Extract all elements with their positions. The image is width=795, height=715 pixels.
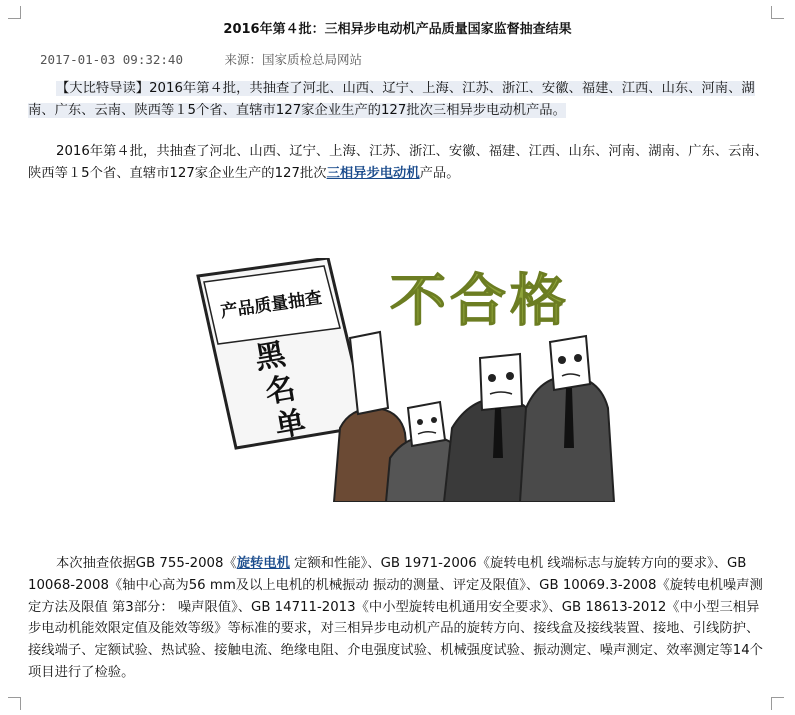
unqualified-stamp: 不合格 — [390, 269, 570, 334]
sign-header: 产品质量抽查 — [219, 288, 324, 323]
sign-char-3: 单 — [272, 404, 309, 445]
body-paragraph-1 — [28, 141, 768, 185]
lead-text: 【大比特导读】2016年第４批，共抽查了河北、山西、辽宁、上海、江苏、浙江、安徽、福建、江西、山东、河南、湖南、广东、云南、陕西等１5个省、直辖市127家企业生产的127批次三相异步电动机产品。 — [28, 81, 755, 118]
page-corner-mark — [771, 697, 784, 710]
lead-paragraph — [28, 78, 768, 122]
body-paragraph-2 — [28, 553, 768, 684]
article-source: 来源：国家质检总局网站 — [224, 52, 363, 67]
article-title: 2016年第４批：三相异步电动机产品质量国家监督抽查结果 — [223, 22, 572, 37]
p3-text-before: 本次抽查依据GB 755-2008《 — [56, 556, 237, 571]
sign-char-1: 黑 — [252, 336, 289, 377]
businessman-figure — [520, 336, 614, 502]
motor-keyword-link[interactable]: 三相异步电动机 — [326, 166, 420, 181]
rotating-machine-keyword-link[interactable]: 旋转电机 — [236, 556, 290, 571]
p2-text-before: 2016年第４批，共抽查了河北、山西、辽宁、上海、江苏、浙江、安徽、福建、江西、山东、河南、湖南、广东、云南、陕西等１5个省、直辖市127家企业生产的127批次 — [28, 144, 768, 181]
sign-char-2: 名 — [262, 370, 299, 411]
p3-text-after: 定额和性能》、GB 1971-2006《旋转电机 线端标志与旋转方向的要求》、GB 10068-2008《轴中心高为56 mm及以上电机的机械振动 振动的测量、评定及限值》、GB 10069.3-2008《旋转电机噪声测定方法及限值 第3部分： 噪声限值》、GB 14711-2013《中小型旋转电机通用安全要求》、GB 18613-2012《中小型三相异步电动机能效限定值及能效等级》等标准的要求，对三相异步电动机产品的旋转方向、接线盒及接线装置、接地、引线防护、接线端子、定额试验、热试验、接触电流、绝缘电阻、介电强度试验、机械强度试验、振动测定、噪声测定、效率测定等14个项目进行了检验。 — [28, 556, 763, 680]
article-meta — [40, 50, 362, 68]
blacklist-illustration — [190, 258, 620, 502]
p2-text-after: 产品。 — [419, 166, 460, 181]
blacklist-sign — [198, 258, 368, 448]
page-top-rule — [0, 0, 795, 2]
page-corner-mark — [8, 697, 21, 710]
publish-datetime: 2017-01-03 09:32:40 — [40, 52, 183, 67]
